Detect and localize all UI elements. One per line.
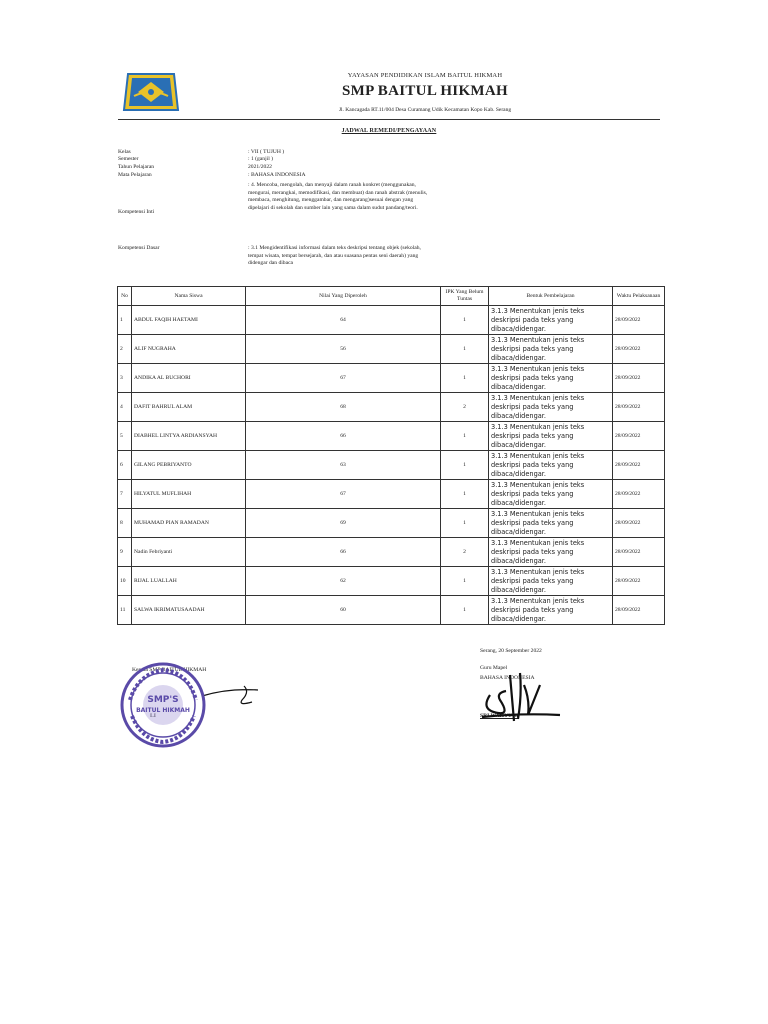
semester-value: : 1 (ganjil ) bbox=[248, 156, 274, 162]
school-logo bbox=[120, 70, 182, 116]
learning-form: 3.1.3 Menentukan jenis teks deskripsi pada teks yang dibaca/didengar. bbox=[489, 422, 613, 451]
learning-form: 3.1.3 Menentukan jenis teks deskripsi pada teks yang dibaca/didengar. bbox=[489, 480, 613, 509]
school-address: Jl. Kancagada RT.11/004 Desa Curamang Udik Kecamatan Kopo Kab. Serang bbox=[338, 107, 512, 113]
schedule-date: 28/09/2022 bbox=[613, 364, 665, 393]
school-stamp bbox=[118, 660, 208, 750]
svg-text:BAITUL HIKMAH: BAITUL HIKMAH bbox=[136, 707, 190, 714]
school-name: SMP BAITUL HIKMAH bbox=[342, 83, 508, 99]
table-row bbox=[118, 306, 665, 335]
row-number: 9 bbox=[118, 538, 132, 567]
kd-value: : 3.1 Mengidentifikasi informasi dalam teks deskripsi tentang objek (sekolah, tempat wisata, tempat bersejarah, dan atau suasana pentas seni daerah) yang didengar dan dibaca bbox=[248, 245, 421, 267]
schedule-date: 28/09/2022 bbox=[613, 596, 665, 625]
schedule-date: 28/09/2022 bbox=[613, 422, 665, 451]
ki-label: Kompetensi Inti bbox=[118, 209, 155, 215]
kd-label: Kompetensi Dasar bbox=[118, 245, 160, 251]
row-number: 2 bbox=[118, 335, 132, 364]
learning-form: 3.1.3 Menentukan jenis teks deskripsi pada teks yang dibaca/didengar. bbox=[489, 306, 613, 335]
table-row bbox=[118, 364, 665, 393]
signature-place-date: Serang, 20 September 2022 bbox=[480, 648, 542, 654]
row-number: 11 bbox=[118, 596, 132, 625]
student-name: MUHAMAD PIAN RAMADAN bbox=[132, 509, 246, 538]
header-ipk: IPK Yang Belum Tuntas bbox=[441, 287, 489, 306]
score: 64 bbox=[246, 306, 441, 335]
schedule-date: 28/09/2022 bbox=[613, 306, 665, 335]
student-name: Nadin Febriyanti bbox=[132, 538, 246, 567]
schedule-date: 28/09/2022 bbox=[613, 451, 665, 480]
header-form: Bentuk Pembelajaran bbox=[489, 287, 613, 306]
student-name: SALWA IKRIMATUSAADAH bbox=[132, 596, 246, 625]
student-name: DAFIT BAHRUL ALAM bbox=[132, 393, 246, 422]
mapel-value: : BAHASA INDONESIA bbox=[248, 172, 306, 178]
header-no: No bbox=[118, 287, 132, 306]
score: 62 bbox=[246, 567, 441, 596]
score: 69 bbox=[246, 509, 441, 538]
table-row bbox=[118, 422, 665, 451]
schedule-date: 28/09/2022 bbox=[613, 509, 665, 538]
table-row bbox=[118, 538, 665, 567]
learning-form: 3.1.3 Menentukan jenis teks deskripsi pada teks yang dibaca/didengar. bbox=[489, 596, 613, 625]
document-title: JADWAL REMEDI/PENGAYAAN bbox=[341, 128, 437, 134]
schedule-date: 28/09/2022 bbox=[613, 480, 665, 509]
letterhead-rule bbox=[118, 119, 660, 120]
letterhead bbox=[190, 70, 660, 113]
header-score: Nilai Yang Diperoleh bbox=[246, 287, 441, 306]
table-row bbox=[118, 480, 665, 509]
teacher-name: SRI WAHYUNI bbox=[480, 713, 519, 719]
teacher-signature bbox=[470, 655, 570, 730]
mapel-label: Mata Pelajaran bbox=[118, 172, 152, 178]
row-number: 6 bbox=[118, 451, 132, 480]
student-name: ALIF NUGRAHA bbox=[132, 335, 246, 364]
tahun-value: 2021/2022 bbox=[248, 164, 272, 170]
svg-text:SMP'S: SMP'S bbox=[147, 695, 179, 705]
row-number: 10 bbox=[118, 567, 132, 596]
student-name: RIJAL LUALLAH bbox=[132, 567, 246, 596]
semester-label: Semester bbox=[118, 156, 139, 162]
table-header-row bbox=[118, 287, 665, 306]
student-name: GILANG PEBRIYANTO bbox=[132, 451, 246, 480]
kelas-value: : VII ( TUJUH ) bbox=[248, 149, 285, 155]
table-row bbox=[118, 596, 665, 625]
row-number: 5 bbox=[118, 422, 132, 451]
student-name: DIABHEL LINTYA ARDIANSYAH bbox=[132, 422, 246, 451]
score: 66 bbox=[246, 538, 441, 567]
table-row bbox=[118, 451, 665, 480]
ki-value: : 4. Mencoba, mengolah, dan menyaji dalam ranah konkret (menggunakan, mengurai, merangkai, memodifikasi, dan membuat) dan ranah abstrak (menulis, membaca, menghitung, menggambar, dan mengarang)sesuai dengan yang dipelajari di sekolah dan sumber lain yang sama dalam sudut pandang/teori. bbox=[248, 182, 428, 211]
schedule-date: 28/09/2022 bbox=[613, 567, 665, 596]
schedule-date: 28/09/2022 bbox=[613, 538, 665, 567]
ipk-count: 2 bbox=[441, 538, 489, 567]
header-name: Nama Siswa bbox=[132, 287, 246, 306]
score: 63 bbox=[246, 451, 441, 480]
learning-form: 3.1.3 Menentukan jenis teks deskripsi pada teks yang dibaca/didengar. bbox=[489, 567, 613, 596]
kelas-label: Kelas bbox=[118, 149, 131, 155]
score: 67 bbox=[246, 480, 441, 509]
ipk-count: 1 bbox=[441, 451, 489, 480]
ipk-count: 1 bbox=[441, 364, 489, 393]
schedule-date: 28/09/2022 bbox=[613, 335, 665, 364]
row-number: 4 bbox=[118, 393, 132, 422]
ipk-count: 1 bbox=[441, 480, 489, 509]
ipk-count: 1 bbox=[441, 567, 489, 596]
learning-form: 3.1.3 Menentukan jenis teks deskripsi pada teks yang dibaca/didengar. bbox=[489, 509, 613, 538]
student-name: ABDUL FAQIH HAETAMI bbox=[132, 306, 246, 335]
score: 60 bbox=[246, 596, 441, 625]
score: 68 bbox=[246, 393, 441, 422]
student-name: ANDIKA AL BUCHORI bbox=[132, 364, 246, 393]
teacher-subject: BAHASA INDONESIA bbox=[480, 675, 535, 681]
schedule-date: 28/09/2022 bbox=[613, 393, 665, 422]
score: 56 bbox=[246, 335, 441, 364]
remedial-table bbox=[117, 286, 665, 625]
learning-form: 3.1.3 Menentukan jenis teks deskripsi pada teks yang dibaca/didengar. bbox=[489, 335, 613, 364]
row-number: 1 bbox=[118, 306, 132, 335]
row-number: 7 bbox=[118, 480, 132, 509]
ipk-count: 1 bbox=[441, 596, 489, 625]
score: 67 bbox=[246, 364, 441, 393]
student-name: HILYATUL MUFLIHAH bbox=[132, 480, 246, 509]
row-number: 3 bbox=[118, 364, 132, 393]
teacher-role: Guru Mapel bbox=[480, 665, 508, 671]
learning-form: 3.1.3 Menentukan jenis teks deskripsi pada teks yang dibaca/didengar. bbox=[489, 364, 613, 393]
ipk-count: 1 bbox=[441, 306, 489, 335]
head-role: Kepala SMP BAITUL HIKMAH bbox=[132, 667, 207, 673]
row-number: 8 bbox=[118, 509, 132, 538]
learning-form: 3.1.3 Menentukan jenis teks deskripsi pada teks yang dibaca/didengar. bbox=[489, 538, 613, 567]
table-row bbox=[118, 393, 665, 422]
learning-form: 3.1.3 Menentukan jenis teks deskripsi pada teks yang dibaca/didengar. bbox=[489, 451, 613, 480]
table-row bbox=[118, 509, 665, 538]
foundation-name: YAYASAN PENDIDIKAN ISLAM BAITUL HIKMAH bbox=[347, 72, 503, 79]
ipk-count: 1 bbox=[441, 422, 489, 451]
header-time: Waktu Pelaksanaan bbox=[613, 287, 665, 306]
head-signature bbox=[198, 680, 268, 710]
ipk-count: 2 bbox=[441, 393, 489, 422]
table-row bbox=[118, 567, 665, 596]
ipk-count: 1 bbox=[441, 335, 489, 364]
learning-form: 3.1.3 Menentukan jenis teks deskripsi pada teks yang dibaca/didengar. bbox=[489, 393, 613, 422]
score: 66 bbox=[246, 422, 441, 451]
table-row bbox=[118, 335, 665, 364]
tahun-label: Tahun Pelajaran bbox=[118, 164, 155, 170]
ipk-count: 1 bbox=[441, 509, 489, 538]
